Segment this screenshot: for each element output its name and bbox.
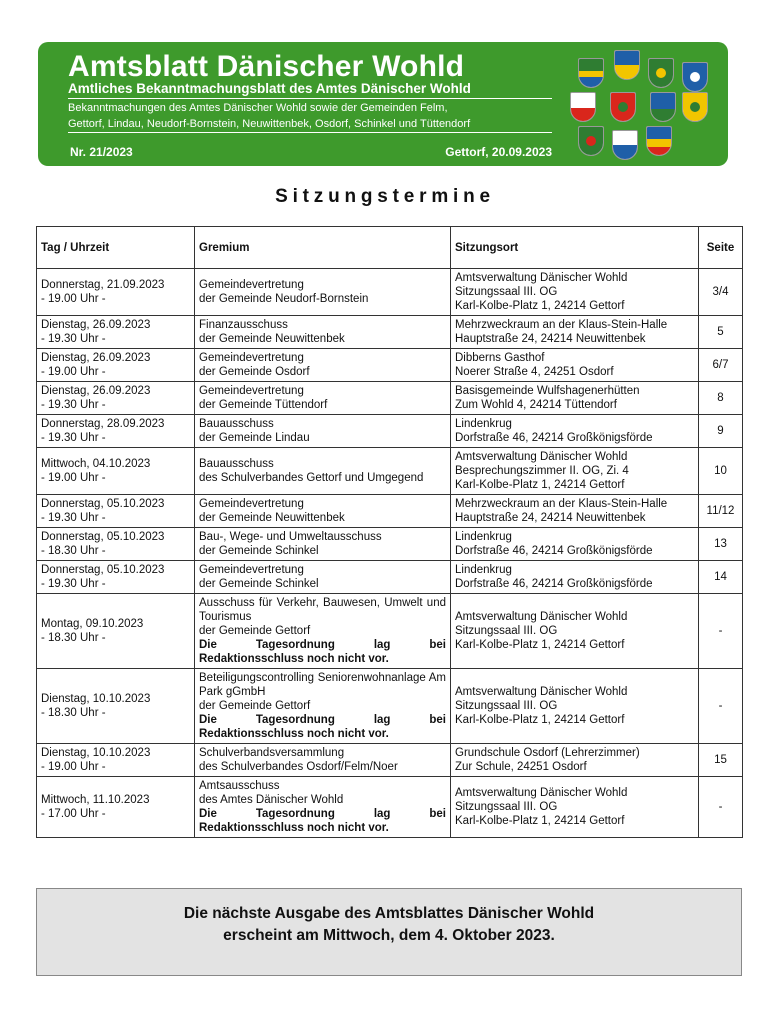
cell-date-time — [37, 382, 195, 415]
committee-line: der Gemeinde Schinkel — [199, 578, 319, 590]
cell-date-time — [37, 528, 195, 561]
date-time-line: Montag, 09.10.2023 — [41, 618, 144, 630]
venue-line: Karl-Kolbe-Platz 1, 24214 Gettorf — [455, 815, 625, 827]
cell-date-time — [37, 744, 195, 777]
venue-line: Basisgemeinde Wulfshagenerhütten — [455, 385, 640, 397]
venue-line: Sitzungssaal III. OG — [455, 625, 558, 637]
table-row — [37, 495, 743, 528]
committee-line: Bau-, Wege- und Umweltausschuss — [199, 531, 382, 543]
cell-page: - — [699, 777, 743, 838]
municipal-crests — [570, 48, 720, 160]
table-header-row — [37, 227, 743, 269]
committee-line: Gemeindevertretung — [199, 385, 304, 397]
cell-venue — [451, 495, 699, 528]
crest-icon — [612, 130, 638, 160]
committee-line: Bauausschuss — [199, 458, 274, 470]
venue-line: Lindenkrug — [455, 564, 512, 576]
committee-line: Ausschuss für Verkehr, Bauwesen, Umwelt und Tourismus — [199, 597, 446, 623]
crest-icon — [570, 92, 596, 122]
date-time-line: - 19.00 Uhr - — [41, 293, 106, 305]
cell-committee — [195, 744, 451, 777]
cell-date-time — [37, 415, 195, 448]
venue-line: Besprechungszimmer II. OG, Zi. 4 — [455, 465, 629, 477]
cell-venue — [451, 669, 699, 744]
venue-line: Noerer Straße 4, 24251 Osdorf — [455, 366, 614, 378]
table-row — [37, 349, 743, 382]
issue-number: Nr. 21/2023 — [70, 145, 133, 159]
venue-line: Lindenkrug — [455, 531, 512, 543]
column-header-date: Tag / Uhrzeit — [37, 227, 195, 269]
date-time-line: Donnerstag, 05.10.2023 — [41, 531, 165, 543]
venue-line: Zur Schule, 24251 Osdorf — [455, 761, 587, 773]
cell-page: 9 — [699, 415, 743, 448]
cell-venue — [451, 316, 699, 349]
committee-line: Gemeindevertretung — [199, 279, 304, 291]
date-time-line: Mittwoch, 11.10.2023 — [41, 794, 150, 806]
date-time-line: - 19.00 Uhr - — [41, 366, 106, 378]
date-time-line: - 19.00 Uhr - — [41, 761, 106, 773]
cell-page: 15 — [699, 744, 743, 777]
table-row — [37, 269, 743, 316]
date-time-line: Dienstag, 26.09.2023 — [41, 319, 151, 331]
cell-committee — [195, 495, 451, 528]
cell-committee — [195, 269, 451, 316]
cell-date-time — [37, 448, 195, 495]
table-row — [37, 669, 743, 744]
cell-page: 6/7 — [699, 349, 743, 382]
table-row — [37, 448, 743, 495]
cell-date-time — [37, 316, 195, 349]
committee-line: des Schulverbandes Gettorf und Umgegend — [199, 472, 424, 484]
date-time-line: Mittwoch, 04.10.2023 — [41, 458, 151, 470]
crest-icon — [610, 92, 636, 122]
venue-line: Sitzungssaal III. OG — [455, 700, 558, 712]
masthead-description — [68, 100, 558, 132]
cell-page: - — [699, 594, 743, 669]
venue-line: Dibberns Gasthof — [455, 352, 545, 364]
crest-icon — [650, 92, 676, 122]
table-row — [37, 744, 743, 777]
date-time-line: Dienstag, 26.09.2023 — [41, 385, 151, 397]
masthead-banner — [38, 42, 728, 166]
cell-venue — [451, 269, 699, 316]
cell-committee — [195, 448, 451, 495]
cell-date-time — [37, 349, 195, 382]
date-time-line: - 18.30 Uhr - — [41, 707, 106, 719]
committee-line: Schulverbandsversammlung — [199, 747, 345, 759]
date-time-line: Dienstag, 26.09.2023 — [41, 352, 151, 364]
committee-line: der Gemeinde Gettorf — [199, 700, 311, 712]
cell-date-time — [37, 495, 195, 528]
date-time-line: Donnerstag, 05.10.2023 — [41, 498, 165, 510]
date-time-line: - 18.30 Uhr - — [41, 545, 106, 557]
cell-venue — [451, 561, 699, 594]
date-time-line: - 19.30 Uhr - — [41, 399, 106, 411]
cell-page: 11/12 — [699, 495, 743, 528]
next-issue-line: Die nächste Ausgabe des Amtsblattes Dänischer Wohld — [183, 905, 595, 922]
crest-icon — [646, 126, 672, 156]
table-row — [37, 415, 743, 448]
venue-line: Hauptstraße 24, 24214 Neuwittenbek — [455, 333, 646, 345]
date-time-line: - 19.30 Uhr - — [41, 578, 106, 590]
crest-icon — [614, 50, 640, 80]
table-row — [37, 594, 743, 669]
masthead-divider — [68, 132, 552, 133]
table-row — [37, 528, 743, 561]
venue-line: Amtsverwaltung Dänischer Wohld — [455, 686, 628, 698]
masthead-subtitle: Amtliches Bekanntmachungsblatt des Amtes Dänischer Wohld — [68, 81, 471, 96]
venue-line: Karl-Kolbe-Platz 1, 24214 Gettorf — [455, 714, 625, 726]
committee-line: Beteiligungscontrolling Seniorenwohnanlage Am Park gGmbH — [199, 672, 446, 698]
venue-line: Zum Wohld 4, 24214 Tüttendorf — [455, 399, 617, 411]
date-time-line: Dienstag, 10.10.2023 — [41, 693, 151, 705]
date-time-line: - 17.00 Uhr - — [41, 808, 106, 820]
venue-line: Amtsverwaltung Dänischer Wohld — [455, 451, 628, 463]
crest-icon — [682, 62, 708, 92]
committee-line: der Gemeinde Osdorf — [199, 366, 310, 378]
venue-line: Mehrzweckraum an der Klaus-Stein-Halle — [455, 498, 668, 510]
crest-icon — [682, 92, 708, 122]
crest-icon — [648, 58, 674, 88]
cell-venue — [451, 744, 699, 777]
date-time-line: - 19.30 Uhr - — [41, 512, 106, 524]
masthead-description-line: Bekanntmachungen des Amtes Dänischer Wohld sowie der Gemeinden Felm, — [68, 102, 448, 114]
masthead-divider — [68, 98, 552, 99]
agenda-pending-note: Die Tagesordnung lag bei Redaktionsschluss noch nicht vor. — [199, 808, 446, 834]
crest-icon — [578, 126, 604, 156]
cell-committee — [195, 415, 451, 448]
masthead-description-line: Gettorf, Lindau, Neudorf-Bornstein, Neuwittenbek, Osdorf, Schinkel und Tüttendorf — [68, 118, 471, 130]
date-time-line: - 19.30 Uhr - — [41, 432, 106, 444]
date-time-line: Donnerstag, 05.10.2023 — [41, 564, 165, 576]
cell-venue — [451, 528, 699, 561]
cell-page: - — [699, 669, 743, 744]
committee-line: des Schulverbandes Osdorf/Felm/Noer — [199, 761, 398, 773]
cell-date-time — [37, 269, 195, 316]
date-time-line: - 19.30 Uhr - — [41, 333, 106, 345]
masthead-title: Amtsblatt Dänischer Wohld — [68, 50, 465, 83]
venue-line: Amtsverwaltung Dänischer Wohld — [455, 787, 628, 799]
cell-venue — [451, 448, 699, 495]
cell-committee — [195, 382, 451, 415]
venue-line: Karl-Kolbe-Platz 1, 24214 Gettorf — [455, 639, 625, 651]
cell-page: 8 — [699, 382, 743, 415]
venue-line: Sitzungssaal III. OG — [455, 286, 558, 298]
venue-line: Hauptstraße 24, 24214 Neuwittenbek — [455, 512, 646, 524]
committee-line: der Gemeinde Schinkel — [199, 545, 319, 557]
committee-line: der Gemeinde Gettorf — [199, 625, 311, 637]
committee-line: der Gemeinde Neudorf-Bornstein — [199, 293, 369, 305]
cell-page: 10 — [699, 448, 743, 495]
venue-line: Karl-Kolbe-Platz 1, 24214 Gettorf — [455, 479, 625, 491]
cell-committee — [195, 561, 451, 594]
date-time-line: Dienstag, 10.10.2023 — [41, 747, 151, 759]
committee-line: Gemeindevertretung — [199, 564, 304, 576]
table-row — [37, 382, 743, 415]
next-issue-line: erscheint am Mittwoch, dem 4. Oktober 2023. — [223, 927, 555, 944]
cell-venue — [451, 777, 699, 838]
agenda-pending-note: Die Tagesordnung lag bei Redaktionsschluss noch nicht vor. — [199, 714, 446, 740]
venue-line: Dorfstraße 46, 24214 Großkönigsförde — [455, 545, 653, 557]
cell-date-time — [37, 561, 195, 594]
cell-venue — [451, 349, 699, 382]
committee-line: Amtsausschuss — [199, 780, 280, 792]
venue-line: Amtsverwaltung Dänischer Wohld — [455, 272, 628, 284]
page-title: Sitzungstermine — [275, 186, 495, 207]
venue-line: Grundschule Osdorf (Lehrerzimmer) — [455, 747, 640, 759]
cell-page: 5 — [699, 316, 743, 349]
meeting-schedule-table — [36, 226, 743, 838]
table-row — [37, 777, 743, 838]
committee-line: der Gemeinde Lindau — [199, 432, 310, 444]
venue-line: Lindenkrug — [455, 418, 512, 430]
committee-line: Gemeindevertretung — [199, 352, 304, 364]
cell-venue — [451, 594, 699, 669]
committee-line: der Gemeinde Neuwittenbek — [199, 512, 345, 524]
next-issue-notice — [36, 888, 742, 976]
venue-line: Sitzungssaal III. OG — [455, 801, 558, 813]
cell-committee — [195, 349, 451, 382]
cell-date-time — [37, 594, 195, 669]
crest-icon — [578, 58, 604, 88]
date-time-line: Donnerstag, 28.09.2023 — [41, 418, 165, 430]
committee-line: Finanzausschuss — [199, 319, 288, 331]
committee-line: der Gemeinde Tüttendorf — [199, 399, 328, 411]
date-time-line: - 19.00 Uhr - — [41, 472, 106, 484]
date-time-line: - 18.30 Uhr - — [41, 632, 106, 644]
date-time-line: Donnerstag, 21.09.2023 — [41, 279, 165, 291]
column-header-venue: Sitzungsort — [451, 227, 699, 269]
table-row — [37, 561, 743, 594]
venue-line: Mehrzweckraum an der Klaus-Stein-Halle — [455, 319, 668, 331]
agenda-pending-note: Die Tagesordnung lag bei Redaktionsschluss noch nicht vor. — [199, 639, 446, 665]
committee-line: Gemeindevertretung — [199, 498, 304, 510]
venue-line: Dorfstraße 46, 24214 Großkönigsförde — [455, 432, 653, 444]
cell-committee — [195, 316, 451, 349]
cell-date-time — [37, 669, 195, 744]
column-header-body: Gremium — [195, 227, 451, 269]
table-row — [37, 316, 743, 349]
venue-line: Karl-Kolbe-Platz 1, 24214 Gettorf — [455, 300, 625, 312]
cell-date-time — [37, 777, 195, 838]
venue-line: Amtsverwaltung Dänischer Wohld — [455, 611, 628, 623]
cell-venue — [451, 382, 699, 415]
committee-line: der Gemeinde Neuwittenbek — [199, 333, 345, 345]
cell-page: 14 — [699, 561, 743, 594]
committee-line: des Amtes Dänischer Wohld — [199, 794, 344, 806]
cell-page: 3/4 — [699, 269, 743, 316]
venue-line: Dorfstraße 46, 24214 Großkönigsförde — [455, 578, 653, 590]
column-header-page: Seite — [699, 227, 743, 269]
issue-place-date: Gettorf, 20.09.2023 — [445, 145, 552, 159]
cell-committee — [195, 528, 451, 561]
cell-committee — [195, 669, 451, 744]
cell-committee — [195, 594, 451, 669]
cell-venue — [451, 415, 699, 448]
cell-page: 13 — [699, 528, 743, 561]
committee-line: Bauausschuss — [199, 418, 274, 430]
cell-committee — [195, 777, 451, 838]
